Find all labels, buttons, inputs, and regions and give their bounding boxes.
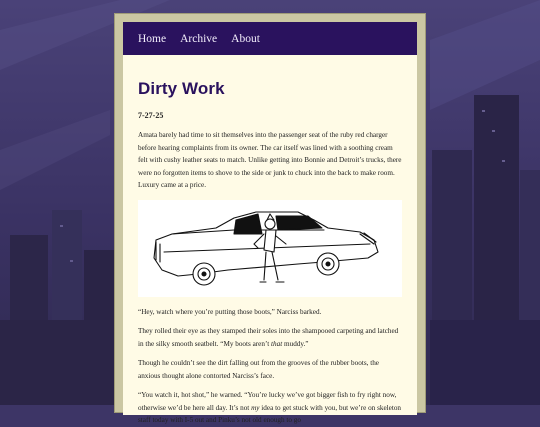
paragraph-3-text-a: They rolled their eye as they stamped their soles into the shampooed carpeting and latched in the silky smooth seatbelt. “My boots aren’t xyxy=(138,327,399,348)
paragraph-3 xyxy=(138,325,402,350)
nav-archive-link[interactable]: Archive xyxy=(180,32,218,45)
paragraph-1: Amata barely had time to sit themselves into the passenger seat of the ruby red charger before hearing complaints from its owner. The car itself was lined with a soothing cream felt with cushy leather seats to match. Unlike getting into Bonnie and Detroit’s trucks, there were no forgotten items to shove to the side or junk to chuck into the back to make room. Luxury came at a price. xyxy=(138,131,402,189)
paragraph-4: Though he couldn’t see the dirt falling out from the grooves of the rubber boots, the anxious thought alone contorted Narciss’s face. xyxy=(138,359,379,380)
car-illustration xyxy=(138,200,402,297)
paragraph-5-text-b: idea to get stuck with you, but we’re on skeleton staff today with I-5 out and Pinku’s not old enough to go xyxy=(138,403,402,424)
post-date: 7-27-25 xyxy=(138,111,164,120)
post-content xyxy=(123,55,417,424)
paragraph-5-emphasis: my xyxy=(251,403,260,412)
post-title: Dirty Work xyxy=(138,79,225,98)
content-frame xyxy=(114,13,426,424)
nav-about-link[interactable]: About xyxy=(231,32,260,45)
paragraph-5-text-a: “You watch it, hot shot,” he warned. “You’re lucky we’ve got bigger fish to fry right now, otherwise we’d be here all day. It’s not xyxy=(138,391,397,412)
paragraph-3-emphasis: that xyxy=(271,339,283,348)
nav-home-link[interactable]: Home xyxy=(138,32,167,45)
paragraph-3-text-b: muddy.” xyxy=(282,339,309,348)
top-navigation xyxy=(123,22,417,55)
paragraph-2: “Hey, watch where you’re putting those boots,” Narciss barked. xyxy=(138,307,322,316)
paragraph-5 xyxy=(138,389,402,427)
car-drawing-icon xyxy=(138,200,402,297)
